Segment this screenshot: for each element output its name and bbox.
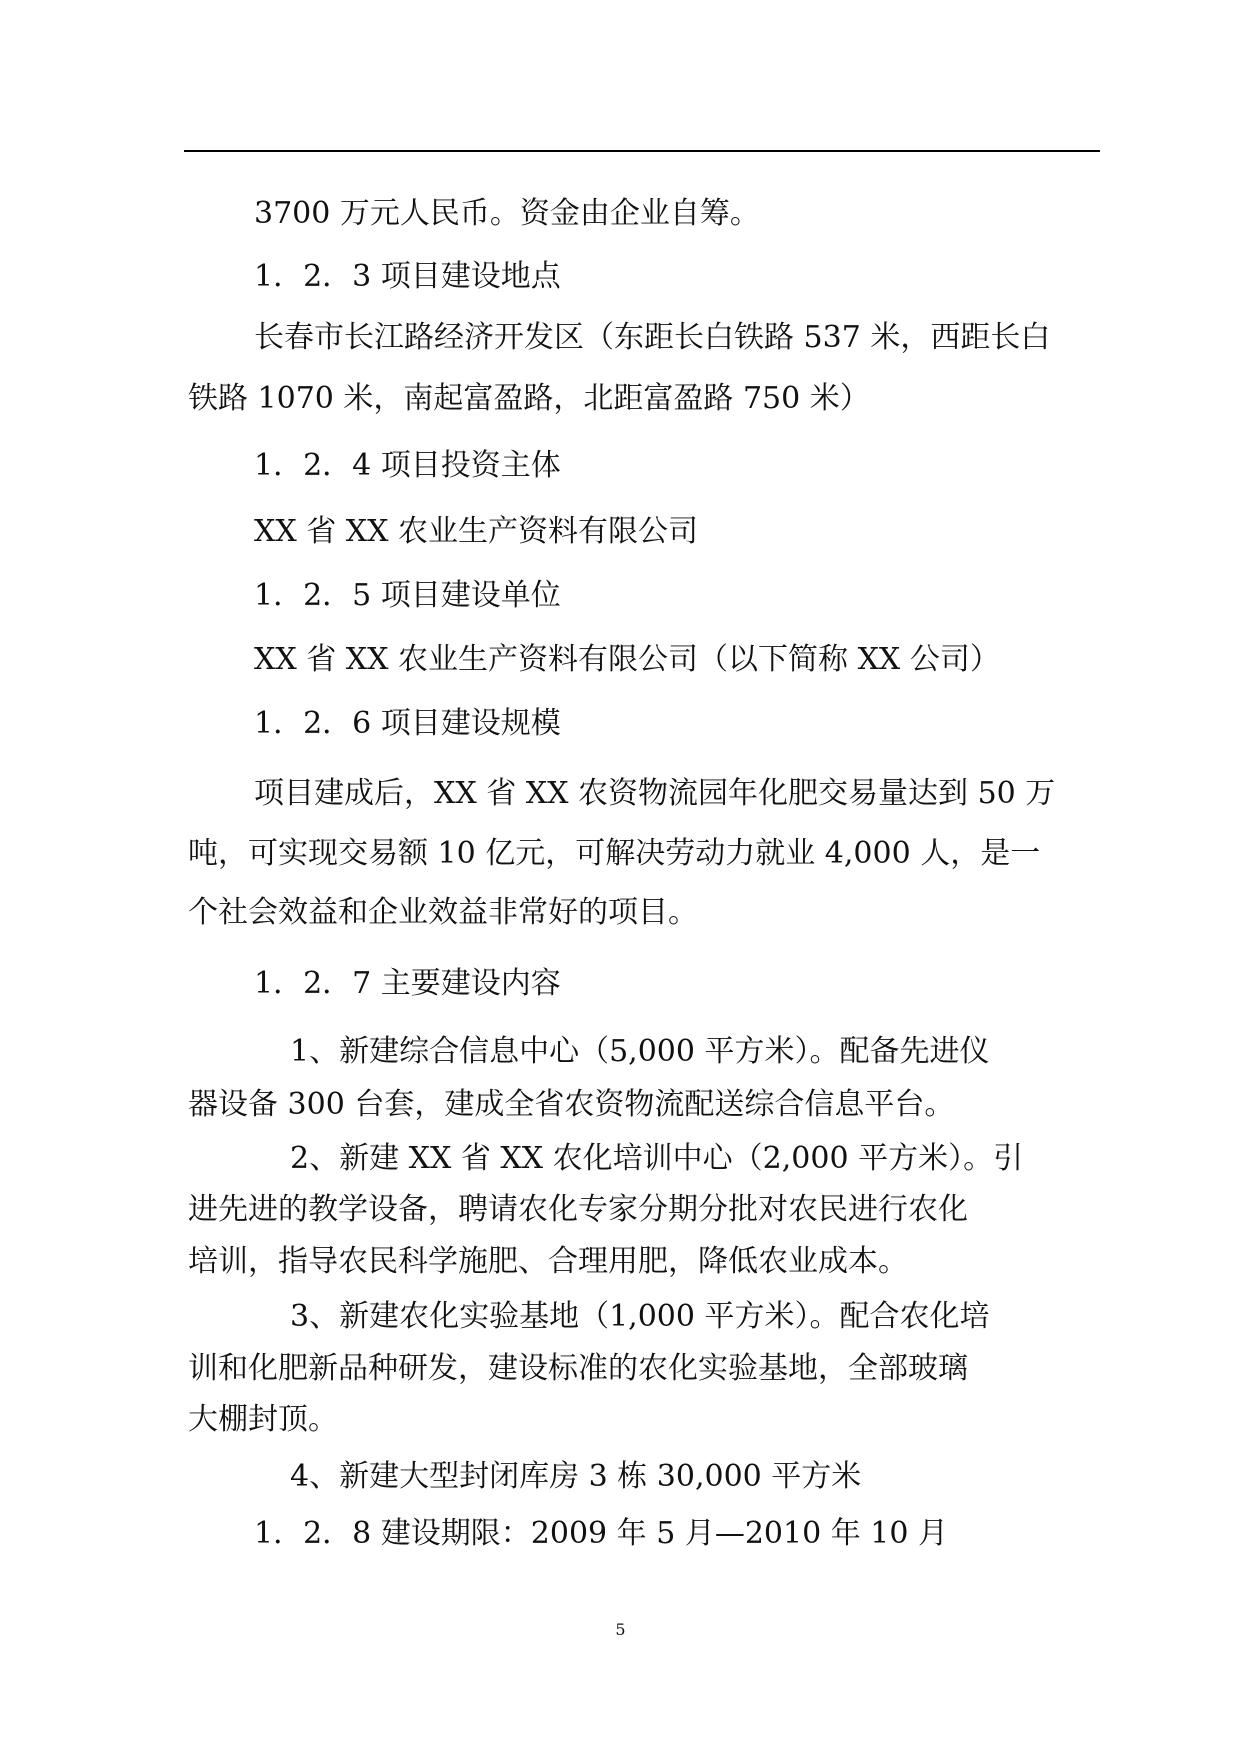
list-item-line: 2、新建 XX 省 XX 农化培训中心（2,000 平方米）。引 [290, 1141, 1024, 1176]
body-text-line: 铁路 1070 米，南起富盈路，北距富盈路 750 米） [188, 381, 870, 416]
section-heading-1-2-3: 1．2．3 项目建设地点 [254, 259, 561, 294]
page-number: 5 [615, 1620, 626, 1639]
list-item-line: 训和化肥新品种研发，建设标准的农化实验基地，全部玻璃 [188, 1351, 968, 1386]
section-heading-1-2-6: 1．2．6 项目建设规模 [254, 706, 561, 741]
list-item-line: 大棚封顶。 [188, 1402, 338, 1437]
section-heading-1-2-8: 1．2．8 建设期限：2009 年 5 月—2010 年 10 月 [254, 1516, 948, 1551]
section-heading-1-2-4: 1．2．4 项目投资主体 [254, 448, 561, 483]
list-item-line: 器设备 300 台套，建成全省农资物流配送综合信息平台。 [188, 1087, 955, 1122]
section-heading-1-2-5: 1．2．5 项目建设单位 [254, 578, 561, 613]
list-item-line: 3、新建农化实验基地（1,000 平方米）。配合农化培 [290, 1299, 990, 1334]
list-item-line: 培训，指导农民科学施肥、合理用肥，降低农业成本。 [188, 1244, 908, 1279]
body-text-line: 个社会效益和企业效益非常好的项目。 [188, 895, 698, 930]
body-text-line: 吨，可实现交易额 10 亿元，可解决劳动力就业 4,000 人，是一 [188, 836, 1041, 871]
section-heading-1-2-7: 1．2．7 主要建设内容 [254, 966, 561, 1001]
body-text-line: XX 省 XX 农业生产资料有限公司（以下简称 XX 公司） [254, 642, 1000, 677]
list-item-line: 1、新建综合信息中心（5,000 平方米）。配备先进仪 [290, 1034, 990, 1069]
list-item-line: 4、新建大型封闭库房 3 栋 30,000 平方米 [290, 1459, 862, 1494]
list-item-line: 进先进的教学设备，聘请农化专家分期分批对农民进行农化 [188, 1192, 968, 1227]
header-rule [184, 150, 1100, 152]
body-text-line: 长春市长江路经济开发区（东距长白铁路 537 米，西距长白 [254, 320, 1051, 355]
body-text-line: 项目建成后，XX 省 XX 农资物流园年化肥交易量达到 50 万 [254, 776, 1056, 811]
body-text-line: 3700 万元人民币。资金由企业自筹。 [254, 196, 760, 231]
body-text-line: XX 省 XX 农业生产资料有限公司 [254, 514, 699, 549]
